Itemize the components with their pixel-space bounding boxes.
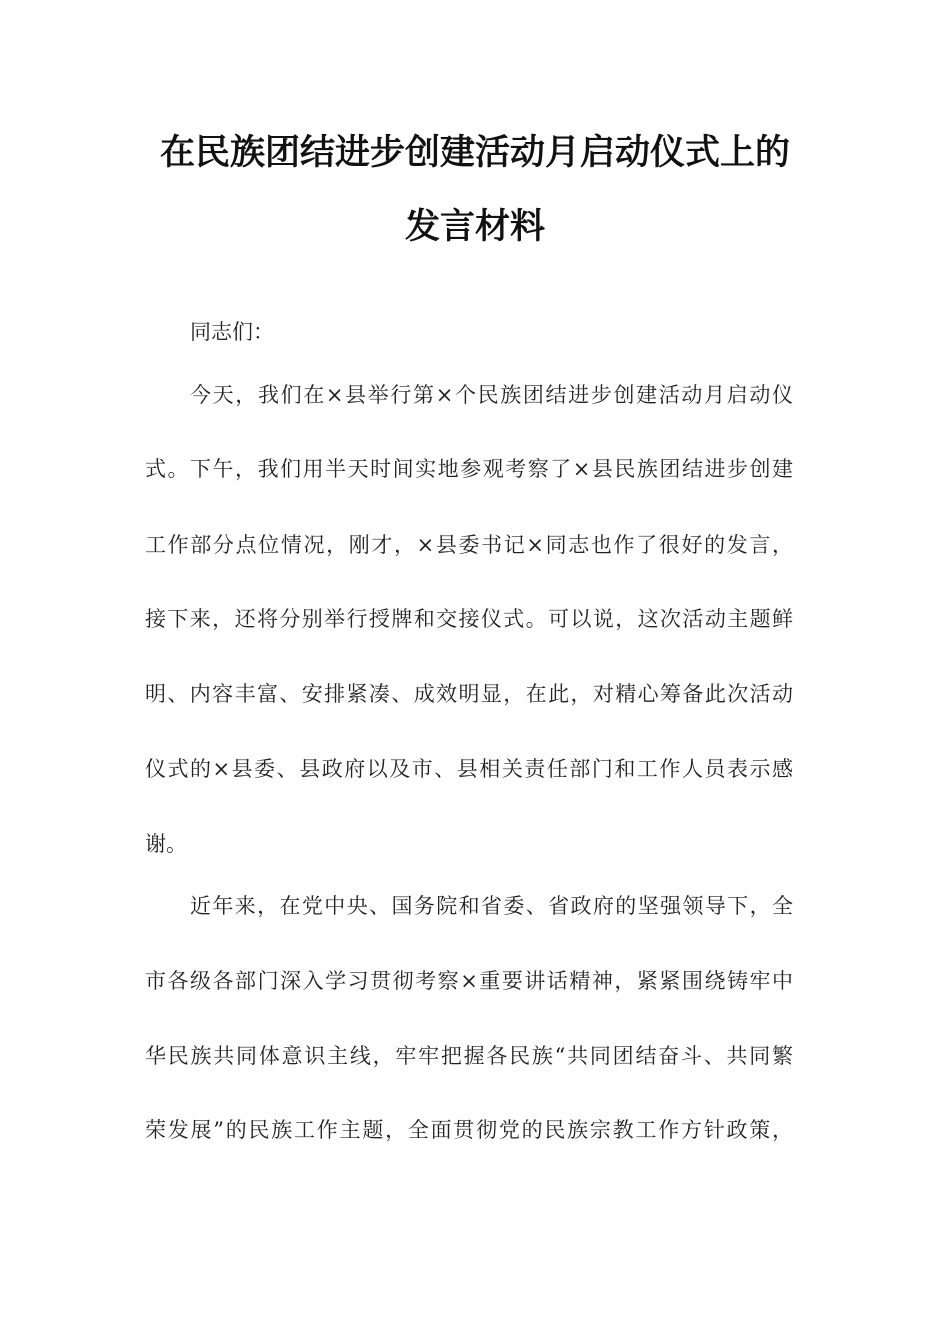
- paragraph-1-line-7: 谢。: [145, 832, 187, 856]
- paragraph-1-line-4: 接下来，还将分别举行授牌和交接仪式。可以说，这次活动主题鲜: [145, 607, 793, 631]
- paragraph-2-line-3: 华民族共同体意识主线，牢牢把握各民族“共同团结奋斗、共同繁: [145, 1044, 793, 1068]
- paragraph-1-line-5: 明、内容丰富、安排紧凑、成效明显，在此，对精心筹备此次活动: [145, 682, 793, 706]
- document-title-line-2: 发言材料: [404, 207, 545, 247]
- paragraph-1-line-3: 工作部分点位情况，刚才，×县委书记×同志也作了很好的发言，: [145, 533, 793, 557]
- paragraph-1-line-2: 式。下午，我们用半天时间实地参观考察了×县民族团结进步创建: [145, 457, 793, 481]
- paragraph-1-line-6: 仪式的×县委、县政府以及市、县相关责任部门和工作人员表示感: [145, 757, 793, 781]
- paragraph-1-line-1: 今天，我们在×县举行第×个民族团结进步创建活动月启动仪: [190, 383, 793, 407]
- paragraph-2-line-2: 市各级各部门深入学习贯彻考察×重要讲话精神，紧紧围绕铸牢中: [145, 969, 793, 993]
- paragraph-2-line-1: 近年来，在党中央、国务院和省委、省政府的坚强领导下，全: [190, 894, 793, 918]
- salutation: 同志们：: [190, 320, 274, 344]
- paragraph-2-line-4: 荣发展”的民族工作主题，全面贯彻党的民族宗教工作方针政策，: [145, 1118, 793, 1142]
- document-title-line-1: 在民族团结进步创建活动月启动仪式上的: [159, 133, 790, 173]
